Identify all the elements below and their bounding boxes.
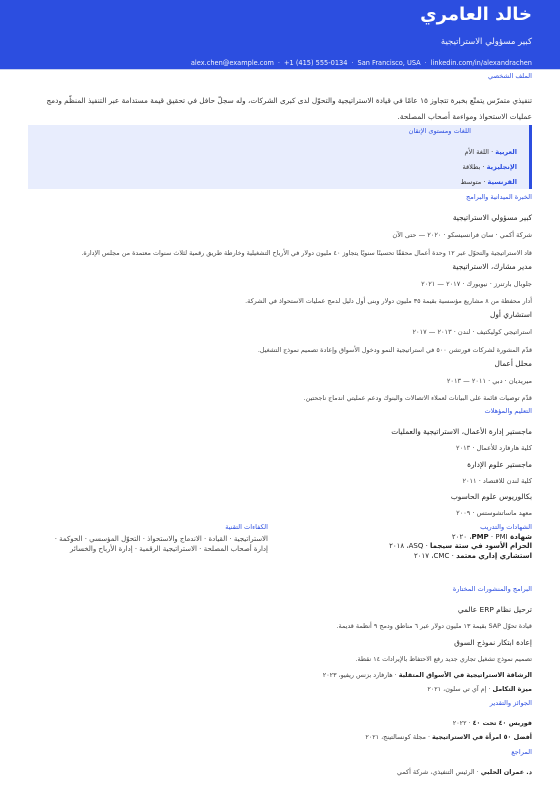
languages-box	[28, 125, 532, 189]
job-description: قاد الاستراتيجية والتحوّل عبر ١٢ وحدة أعمال محققًا تحسينًا سنويًا يتجاوز ٤٠ مليون دولار في الأرباح التشغيلية وخارطة طريق رقمية لثلاث سنوات معتمدة من مجلس الإدارة.	[81, 249, 532, 257]
separator: ·	[351, 59, 354, 67]
language-level: متوسط	[460, 178, 482, 186]
degree-title: ماجستير إدارة الأعمال، الاستراتيجية والعمليات	[391, 427, 532, 436]
publication-item: ميزة التكامل · إم آي تي سلون، ٢٠٢١	[427, 685, 532, 693]
language-item: العربية · اللغة الأم	[464, 148, 517, 156]
language-item: الإنجليزية · بطلاقة	[462, 163, 517, 171]
award-detail: مجلة كونسالتينج، ٢٠٢١	[365, 733, 426, 741]
header	[0, 0, 560, 69]
email-link[interactable]: alex.chen@example.com	[190, 59, 274, 67]
publication-detail: هارفارد بزنس ريفيو، ٢٠٢٣	[322, 671, 393, 679]
contact-line	[191, 59, 532, 67]
experience-heading: الخبرة الميدانية والبرامج	[466, 193, 532, 201]
language-name: الإنجليزية	[486, 163, 517, 171]
language-level: بطلاقة	[462, 163, 481, 171]
job-description: أدار محفظة من ٨ مشاريع مؤسسية بقيمة ٣٥ مليون دولار وبنى أول دليل لدمج عمليات الاستحواذ في الشركة.	[245, 297, 532, 305]
separator: ·	[424, 59, 427, 67]
award-name: فوربس ٤٠ تحت ٤٠	[472, 719, 532, 727]
award-item: أفضل ٥٠ امرأة في الاستراتيجية · مجلة كونسالتينج، ٢٠٢١	[365, 733, 532, 741]
awards-heading: الجوائز والتقدير	[489, 699, 532, 707]
job-description: قدّم المشورة لشركات فورتشن ٥٠٠ في استراتيجية النمو ودخول الأسواق وإعادة تصميم نموذج التشغيل.	[257, 346, 532, 354]
skills-list: الاستراتيجية · القيادة · الاندماج والاستحواذ · التحوّل المؤسسي · الحوكمة · إدارة أصحاب المصلحة · الاستراتيجية الرقمية · إدارة الأرباح والخسائر	[54, 535, 268, 553]
school-text: معهد ماساتشوستس · ٢٠٠٩	[456, 509, 532, 517]
header-divider	[0, 69, 560, 70]
degree-title: بكالوريوس علوم الحاسوب	[450, 492, 532, 501]
education-heading: التعليم والمؤهلات	[484, 407, 532, 415]
award-name: أفضل ٥٠ امرأة في الاستراتيجية	[432, 733, 532, 741]
certification-detail: CMC، ٢٠١٧	[414, 552, 450, 560]
certification-name: استشاري إداري معتمد	[456, 552, 532, 560]
publication-item: الرشاقة الاستراتيجية في الأسواق المتقلبة · هارفارد بزنس ريفيو، ٢٠٢٣	[322, 671, 532, 679]
program-description: قيادة تحوّل SAP بقيمة ١٣ مليون دولار عبر ٦ مناطق ودمج ٩ أنظمة قديمة.	[336, 622, 532, 630]
certification-detail: ASQ، ٢٠١٨	[389, 542, 424, 550]
school-text: كلية لندن للاقتصاد · ٢٠١١	[462, 477, 532, 485]
phone-text[interactable]: +1 (415) 555-0134	[284, 59, 348, 67]
candidate-title: كبير مسؤولي الاستراتيجية	[440, 37, 532, 47]
certifications-heading: الشهادات والتدريب	[480, 523, 532, 531]
award-detail: ٢٠٢٢	[452, 719, 467, 727]
certification-detail: PMI، ٢٠٢٠	[451, 533, 508, 541]
linkedin-link[interactable]: linkedin.com/in/alexandrachen	[430, 59, 532, 67]
language-item: الفرنسية · متوسط	[460, 178, 517, 186]
job-meta: ميريديان · دبي · ٢٠١١ — ٢٠١٣	[446, 377, 532, 385]
programs-heading: البرامج والمنشورات المختارة	[452, 585, 532, 593]
publication-detail: إم آي تي سلون، ٢٠٢١	[427, 685, 487, 693]
degree-title: ماجستير علوم الإدارة	[467, 460, 532, 469]
language-name: العربية	[495, 148, 517, 156]
location-text: San Francisco, USA	[357, 59, 421, 67]
candidate-name: خالد العامري	[420, 4, 532, 25]
skills-heading: الكفاءات التقنية	[225, 523, 268, 531]
job-meta: جلوبال بارتنرز · نيويورك · ٢٠١٧ — ٢٠٢١	[421, 280, 532, 288]
program-description: تصميم نموذج تشغيل تجاري جديد رفع الاحتفاظ بالإيرادات ١٤ نقطة.	[355, 655, 532, 663]
job-title: كبير مسؤولي الاستراتيجية	[452, 213, 532, 222]
language-level: اللغة الأم	[464, 148, 489, 156]
certification-item: استشاري إداري معتمد · CMC، ٢٠١٧	[414, 552, 532, 560]
profile-summary: تنفيذي متمرّس يتمتّع بخبرة تتجاوز ١٥ عامًا في قيادة الاستراتيجية والتحوّل لدى كبرى الشركات، وله سجلّ حافل في تحقيق قيمة مستدامة عبر التنفيذ المنظّم ودمج عمليات الاستحواذ ومواءمة أصحاب المصلحة.	[46, 96, 532, 121]
reference-item: د. عمران الحلبي · الرئيس التنفيذي، شركة أكمي	[397, 768, 532, 776]
references-heading: المراجع	[511, 748, 532, 756]
certification-item: شهادة PMP · PMI، ٢٠٢٠	[451, 533, 532, 541]
certification-item: الحزام الأسود في ستة سيجما · ASQ، ٢٠١٨	[389, 542, 532, 550]
program-title: ترحيل نظام ERP عالمي	[457, 605, 532, 614]
award-item: فوربس ٤٠ تحت ٤٠ · ٢٠٢٢	[452, 719, 532, 727]
job-title: مدير مشارك، الاستراتيجية	[452, 262, 532, 271]
program-title: إعادة ابتكار نموذج السوق	[454, 638, 532, 647]
certification-name: الحزام الأسود في ستة سيجما	[430, 542, 532, 550]
reference-name: د. عمران الحلبي	[480, 768, 532, 776]
job-title: استشاري أول	[489, 310, 532, 319]
profile-heading: الملف الشخصي	[488, 72, 532, 80]
job-description: قدّم توصيات قائمة على البيانات لعملاء الاتصالات والبنوك ودعم عمليتي اندماج ناجحتين.	[303, 394, 532, 402]
language-name: الفرنسية	[487, 178, 517, 186]
job-title: محلل أعمال	[494, 359, 532, 368]
languages-heading: اللغات ومستوى الإتقان	[408, 127, 471, 135]
school-text: كلية هارفارد للأعمال · ٢٠١٣	[456, 444, 532, 452]
certification-name: شهادة PMP	[471, 533, 532, 541]
job-meta: استراتيجي كوليكتيف · لندن · ٢٠١٣ — ٢٠١٧	[412, 328, 532, 336]
separator: ·	[277, 59, 281, 67]
publication-name: الرشاقة الاستراتيجية في الأسواق المتقلبة	[398, 671, 532, 679]
publication-name: ميزة التكامل	[492, 685, 532, 693]
reference-role: الرئيس التنفيذي، شركة أكمي	[397, 768, 475, 776]
job-meta: شركة أكمي · سان فرانسيسكو · ٢٠٢٠ — حتى الآن	[392, 231, 532, 239]
